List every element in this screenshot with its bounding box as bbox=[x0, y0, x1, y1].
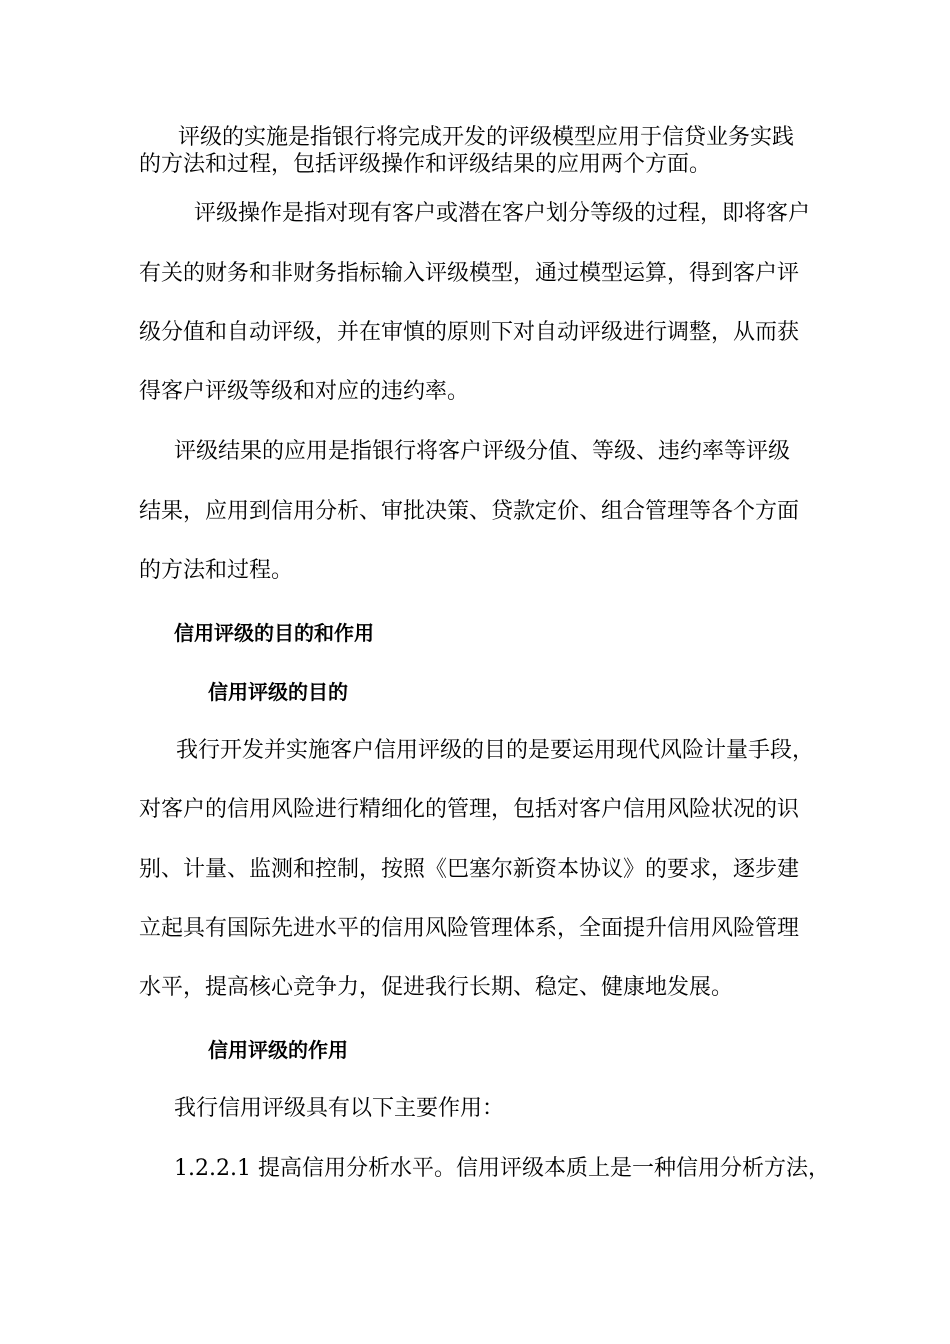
text-line: 我行信用评级具有以下主要作用： bbox=[174, 1096, 505, 1121]
text-line: 别、计量、监测和控制，按照《巴塞尔新资本协议》的要求，逐步建 bbox=[139, 857, 800, 882]
text-line: 得客户评级等级和对应的违约率。 bbox=[139, 379, 470, 404]
text-line: 1.2.2.1 提高信用分析水平。信用评级本质上是一种信用分析方法， bbox=[174, 1156, 830, 1181]
text-line: 级分值和自动评级，并在审慎的原则下对自动评级进行调整，从而获 bbox=[139, 320, 800, 345]
text-line: 结果，应用到信用分析、审批决策、贷款定价、组合管理等各个方面 bbox=[139, 499, 800, 524]
text-line: 有关的财务和非财务指标输入评级模型，通过模型运算，得到客户评 bbox=[139, 261, 800, 286]
text-line: 立起具有国际先进水平的信用风险管理体系，全面提升信用风险管理 bbox=[139, 916, 800, 941]
subsection-heading: 信用评级的目的 bbox=[208, 680, 348, 704]
text-line: 评级结果的应用是指银行将客户评级分值、等级、违约率等评级 bbox=[174, 439, 791, 464]
text-line: 的方法和过程。 bbox=[139, 558, 294, 583]
text-line: 评级的实施是指银行将完成开发的评级模型应用于信贷业务实践 bbox=[178, 125, 795, 150]
section-heading: 信用评级的目的和作用 bbox=[174, 621, 374, 645]
text-line: 水平，提高核心竞争力，促进我行长期、稳定、健康地发展。 bbox=[139, 975, 734, 1000]
text-line: 我行开发并实施客户信用评级的目的是要运用现代风险计量手段， bbox=[176, 738, 815, 763]
text-line: 对客户的信用风险进行精细化的管理，包括对客户信用风险状况的识 bbox=[139, 797, 800, 822]
text-line: 评级操作是指对现有客户或潜在客户划分等级的过程，即将客户 bbox=[194, 201, 811, 226]
text-line: 的方法和过程，包括评级操作和评级结果的应用两个方面。 bbox=[139, 152, 712, 177]
subsection-heading: 信用评级的作用 bbox=[208, 1038, 348, 1062]
